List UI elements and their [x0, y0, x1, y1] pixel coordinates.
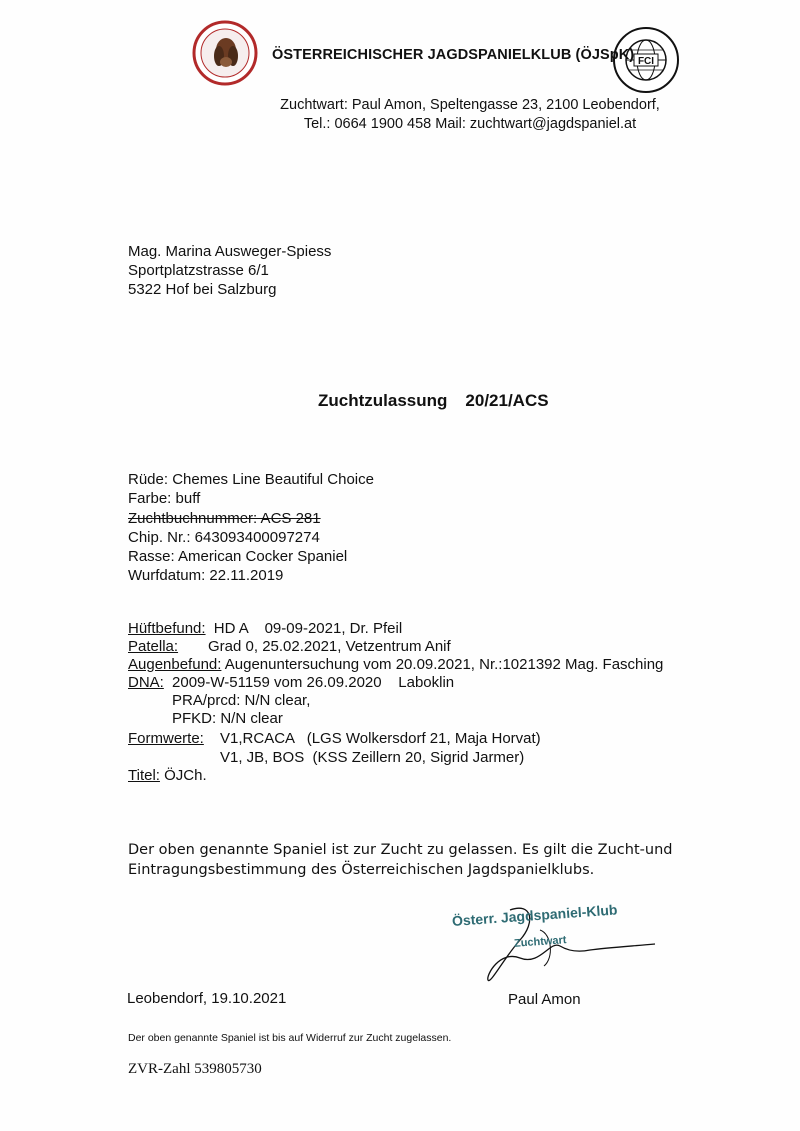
dna-value: 2009-W-51159 vom 26.09.2020 Laboklin	[172, 674, 455, 691]
hip-label: Hüftbefund:	[128, 620, 206, 637]
club-logo	[192, 20, 258, 86]
stamp-text: Österr. Jagdspaniel-Klub	[451, 901, 618, 929]
dna-pfkd: PFKD: N/N clear	[172, 710, 283, 727]
dog-info	[128, 470, 374, 586]
title-number: 20/21/ACS	[465, 391, 549, 410]
title-award-label: Titel:	[128, 767, 160, 784]
patella-row	[128, 638, 178, 657]
footer-note: Der oben genannte Spaniel ist bis auf Widerruf zur Zucht zugelassen.	[128, 1032, 452, 1044]
club-name: ÖSTERREICHISCHER JAGDSPANIELKLUB (ÖJSpK)	[272, 47, 635, 63]
dog-studbook: Zuchtbuchnummer: ACS 281	[128, 509, 321, 527]
dog-color: Farbe: buff	[128, 490, 201, 508]
dog-breed: Rasse: American Cocker Spaniel	[128, 548, 348, 566]
zvr-number: ZVR-Zahl 539805730	[128, 1061, 262, 1077]
dog-chip: Chip. Nr.: 643093400097274	[128, 528, 320, 546]
title-label: Zuchtzulassung	[318, 391, 448, 410]
contact-line-2: Tel.: 0664 1900 458 Mail: zuchtwart@jagdspaniel.at	[303, 116, 637, 132]
signer-name: Paul Amon	[508, 991, 581, 1008]
hip-value: HD A 09-09-2021, Dr. Pfeil	[213, 620, 403, 637]
hip-row	[128, 620, 402, 639]
contact-line-1: Zuchtwart: Paul Amon, Speltengasse 23, 2100 Leobendorf,	[280, 97, 660, 113]
fci-text: FCI	[637, 56, 655, 67]
recipient-city: 5322 Hof bei Salzburg	[128, 281, 277, 298]
patella-label: Patella:	[128, 638, 179, 655]
form-label: Formwerte:	[128, 730, 204, 747]
recipient-street: Sportplatzstrasse 6/1	[128, 262, 269, 279]
document-title	[318, 391, 549, 411]
dog-birthdate: Wurfdatum: 22.11.2019	[128, 567, 284, 585]
eye-value: Augenuntersuchung vom 20.09.2021, Nr.:1021392 Mag. Fasching	[224, 656, 664, 673]
dna-label: DNA:	[128, 674, 164, 691]
title-row	[128, 767, 207, 786]
patella-value: Grad 0, 25.02.2021, Vetzentrum Anif	[208, 638, 451, 655]
form-value-1: V1,RCACA (LGS Wolkersdorf 21, Maja Horvat)	[220, 730, 541, 747]
approval-statement: Der oben genannte Spaniel ist zur Zucht zu gelassen. Es gilt die Zucht-und Eintragungsbestimmung des Österreichischen Jagdspanielklubs.	[128, 842, 673, 878]
recipient-name: Mag. Marina Ausweger-Spiess	[128, 243, 332, 260]
club-seal-spaniel-icon	[192, 20, 258, 86]
dna-pra: PRA/prcd: N/N clear,	[172, 692, 311, 709]
eye-label: Augenbefund:	[128, 656, 222, 673]
place-date: Leobendorf, 19.10.2021	[127, 990, 287, 1007]
dna-row	[128, 674, 454, 693]
dog-male: Rüde: Chemes Line Beautiful Choice	[128, 471, 374, 488]
stamp-subtitle: Zuchtwart	[513, 934, 567, 950]
form-value-2: V1, JB, BOS (KSS Zeillern 20, Sigrid Jarmer)	[220, 749, 525, 766]
eye-row	[128, 656, 663, 675]
form-row	[128, 730, 541, 749]
title-award-value: ÖJCh.	[164, 767, 207, 784]
